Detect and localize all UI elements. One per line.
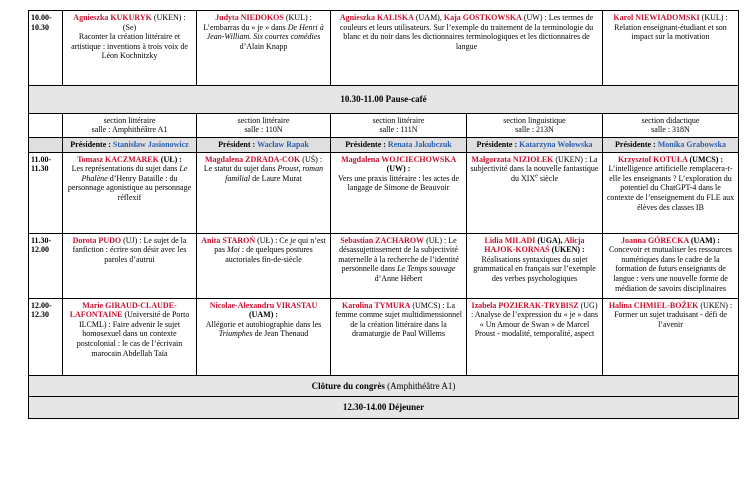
lunch-label: 12.30-14.00 Déjeuner <box>29 397 739 419</box>
slot-row-1100 <box>29 152 739 233</box>
time-cell: 12.00- 12.30 <box>29 298 63 375</box>
speaker-name: Kaja GOSTKOWSKA <box>443 13 522 22</box>
section-header: section didactique salle : 318N <box>603 113 739 137</box>
talk-cell: Sebastian ZACHAROW (UŁ) : Le désassujettissement de la subjectivité maternelle à la recherche de l’identité personnelle dans Le Temps sauvage d’Anne Hébert <box>331 233 467 298</box>
speaker-name: Judyta NIEDOKOS <box>215 13 284 22</box>
talk-cell: Marie GIRAUD-CLAUDE-LAFONTAINE (Université de Porto ILCML) : Faire advenir le sujet homosexuel dans un contexte postcolonial : le cas de l’écrivain marocain Abdellah Taïa <box>63 298 197 375</box>
section-header: section littéraire salle : Amphithéâtre A1 <box>63 113 197 137</box>
speaker-name: Izabela POZIERAK-TRYBISZ <box>471 300 579 310</box>
time-cell: 10.00- 10.30 <box>29 11 63 86</box>
closing-label: Clôture du congrès (Amphithéâtre A1) <box>29 375 739 397</box>
talk-cell: Magdalena WOJCIECHOWSKA (UW) : Vers une praxis littéraire : les actes de langage de Simone de Beauvoir <box>331 152 467 233</box>
president-cell: Présidente : Monika Grabowska <box>603 137 739 152</box>
talk-cell: Izabela POZIERAK-TRYBISZ (UG) : Analyse de l’expression du « je » dans « Un Amour de Swan » de Marcel Proust - modalité, temporalité, aspect <box>467 298 603 375</box>
president-cell: Présidente : Katarzyna Wołowska <box>467 137 603 152</box>
talk-cell: Agnieszka KUKURYK (UKEN) : (Se) Raconter la création littéraire et artistique : inventions à trois voix de Léon Kochnitzky <box>63 11 197 86</box>
talk-cell: Krzysztof KOTUŁA (UMCS) : L’intelligence artificielle remplacera-t-elle les enseignants ? L’exploration du potentiel du ChatGPT-4 dans le contexte de l’enseignement du FLE aux élèves des classes IB <box>603 152 739 233</box>
slot-row-1200 <box>29 298 739 375</box>
talk-cell: Judyta NIEDOKOS (KUL) : L’embarras du « je » dans De Henri à Jean-William. Six courtes comédies d’Alain Knapp <box>197 11 331 86</box>
talk-cell: Agnieszka KALISKA (UAM), Kaja GOSTKOWSKA (UW) : Les termes de couleurs et leurs utilisateurs. Sur l’exemple du traitement de la terminologie du blanc et du noir dans les dictionnaires terminologiques et les dictionnaires de langue <box>331 11 603 86</box>
speaker-name: Karolina TYMURA <box>341 300 411 310</box>
speaker-name: Marie GIRAUD-CLAUDE-LAFONTAINE <box>69 300 177 320</box>
president-cell: Président : Wacław Rapak <box>197 137 331 152</box>
section-header: section littéraire salle : 110N <box>197 113 331 137</box>
talk-cell: Tomasz KACZMAREK (UŁ) : Les représentations du sujet dans Le Phalène d’Henry Bataille : du personnage agonistique au personnage réflexif <box>63 152 197 233</box>
speaker-name: Lidia MILADI <box>484 235 536 245</box>
presidents-row <box>29 137 739 152</box>
speaker-name: Nicolae-Alexandru VIRASTAU <box>209 300 318 310</box>
pause-row <box>29 86 739 114</box>
speaker-name: Alicja HAJOK-KORNAŚ <box>484 235 585 255</box>
talk-cell: Nicolae-Alexandru VIRASTAU (UAM) : Allégorie et autobiographie dans les Triumphes de Jean Thenaud <box>197 298 331 375</box>
talk-cell: Joanna GÓRECKA (UAM) : Concevoir et mutualiser les ressources numériques dans le cadre de la formation de futurs enseignants de langue : vers une nouvelle forme de médiation de savoirs disciplinaires <box>603 233 739 298</box>
slot-row-1130 <box>29 233 739 298</box>
talk-cell: Dorota PUDO (UJ) : Le sujet de la fanfiction : écrire son désir avec les paroles d’autrui <box>63 233 197 298</box>
talk-cell: Magdalena ZDRADA-COK (UŚ) : Le statut du sujet dans Proust, roman familial de Laure Murat <box>197 152 331 233</box>
speaker-name: Magdalena WOJCIECHOWSKA <box>341 154 456 164</box>
section-header: section linguistique salle : 213N <box>467 113 603 137</box>
closing-row <box>29 375 739 397</box>
lunch-row <box>29 397 739 419</box>
talk-cell: Małgorzata NIZIOŁEK (UKEN) : La subjectivité dans la nouvelle fantastique du XIXe siècle <box>467 152 603 233</box>
time-cell: 11.30- 12.00 <box>29 233 63 298</box>
speaker-name: Małgorzata NIZIOŁEK <box>471 154 554 164</box>
slot-row-1000 <box>29 11 739 86</box>
president-cell: Présidente : Renata Jakubczuk <box>331 137 467 152</box>
speaker-name: Krzysztof KOTUŁA <box>617 154 688 164</box>
speaker-name: Magdalena ZDRADA-COK <box>204 154 301 164</box>
pause-label: 10.30-11.00 Pause-café <box>29 86 739 114</box>
section-header: section littéraire salle : 111N <box>331 113 467 137</box>
president-cell: Présidente : Stanisław Jasionowicz <box>63 137 197 152</box>
speaker-name: Joanna GÓRECKA <box>621 235 689 245</box>
talk-cell: Anita STAROŃ (UŁ) : Ce je qui n’est pas Moi : de quelques postures auctoriales fin-de-siècle <box>197 233 331 298</box>
speaker-name: Halina CHMIEL-BOŻEK <box>608 300 699 310</box>
program-table <box>28 10 739 419</box>
speaker-name: Anita STAROŃ <box>201 235 256 245</box>
time-cell: 11.00- 11.30 <box>29 152 63 233</box>
sections-row <box>29 113 739 137</box>
speaker-name: Sebastian ZACHAROW <box>340 235 425 245</box>
talk-cell: Halina CHMIEL-BOŻEK (UKEN) : Former un sujet traduisant - défi de l’avenir <box>603 298 739 375</box>
speaker-name: Tomasz KACZMAREK <box>77 154 159 164</box>
speaker-name: Agnieszka KALISKA <box>339 13 414 22</box>
speaker-name: Agnieszka KUKURYK <box>73 13 152 22</box>
talk-cell: Karolina TYMURA (UMCS) : La femme comme sujet multidimensionnel de la création littéraire dans la dramaturgie de Paul Willems <box>331 298 467 375</box>
speaker-name: Dorota PUDO <box>72 235 122 245</box>
talk-cell: Lidia MILADI (UGA), Alicja HAJOK-KORNAŚ (UKEN) : Réalisations syntaxiques du sujet grammatical en français sur l’exemple des verbes psychologiques <box>467 233 603 298</box>
talk-cell: Karol NIEWIADOMSKI (KUL) : Relation enseignant-étudiant et son impact sur la motivation <box>603 11 739 86</box>
speaker-name: Karol NIEWIADOMSKI <box>613 13 700 22</box>
